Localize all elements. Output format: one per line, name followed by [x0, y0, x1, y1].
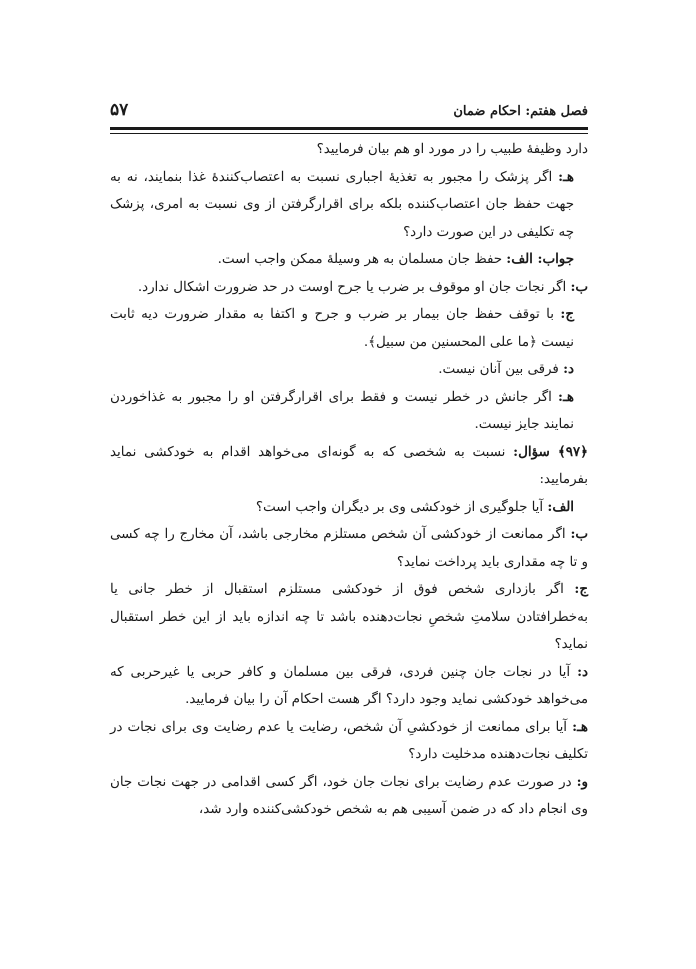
paragraph: هـ: اگر جانش در خطر نیست و فقط برای اقرارگرفتن او را مجبور به غذاخوردن نمایند جایز نیست. [110, 388, 574, 432]
paragraph: و: در صورت عدم رضایت برای نجات جان خود، اگر کسی اقدامی در جهت نجات جان وی انجام داد که در ضمن آسیبی هم به شخص خودکشی‌کننده وارد شد، [110, 773, 588, 817]
question-paragraph: ﴿۹۷﴾ سؤال: نسبت به شخصی که به گونه‌ای می‌خواهد اقدام به خودکشی نماید بفرمایید: [110, 443, 588, 487]
paragraph: ج: اگر بازداری شخص فوق از خودکشی مستلزم استقبال از خطر جانی یا به‌خطرافتادن سلامتِ شخصِ نجات‌دهنده باشد تا چه اندازه باید از این خطر استقبال نماید؟ [110, 581, 588, 652]
page-header [110, 96, 588, 128]
body-text [110, 136, 588, 824]
chapter-title: فصل هفتم: احکام ضمان [453, 104, 588, 119]
paragraph: ب: اگر نجات جان او موقوف بر ضرب یا جرح اوست در حد ضرورت اشکال ندارد. [137, 278, 588, 295]
paragraph: د: فرقی بین آنان نیست. [438, 361, 574, 377]
paragraph: ج: با توقف حفظ جان بیمار بر ضرب و جرح و اکتفا به مقدار ضرورت دیه ثابت نیست ﴿ما علی المحسنین من سبیل﴾. [110, 306, 575, 350]
header-rule-thick [110, 127, 588, 130]
header-rule-thin [110, 133, 588, 134]
paragraph: هـ: آیا برای ممانعت از خودکشیِ آن شخص، رضایت یا عدم رضایت وی برای نجات در تکلیف نجات‌دهنده مدخلیت دارد؟ [110, 718, 588, 762]
paragraph: الف: آیا جلوگیری از خودکشی وی بر دیگران واجب است؟ [255, 498, 574, 515]
paragraph: جواب: الف: حفظ جان مسلمان به هر وسیلهٔ ممکن واجب است. [217, 251, 574, 267]
paragraph: د: آیا در نجات جان چنین فردی، فرقی بین مسلمان و کافر حربی یا غیرحربی که می‌خواهد خودکشی نماید وجود دارد؟ اگر هست احکام آن را بیان فرمایید. [110, 663, 588, 707]
paragraph: ب: اگر ممانعت از خودکشی آن شخص مستلزم مخارجی باشد، آن مخارج را چه کسی و تا چه مقداری باید پرداخت نماید؟ [110, 526, 588, 570]
paragraph: هـ: اگر پزشک را مجبور به تغذیهٔ اجباری نسبت به اعتصاب‌کنندهٔ غذا بنمایند، نه به جهت حفظ جان اعتصاب‌کننده بلکه برای اقرارگرفتن از وی نسبت به امری، پزشک چه تکلیفی در این صورت دارد؟ [110, 168, 574, 240]
paragraph: دارد وظیفهٔ طبیب را در مورد او هم بیان فرمایید؟ [316, 142, 588, 157]
page-number: ۵۷ [110, 100, 129, 120]
